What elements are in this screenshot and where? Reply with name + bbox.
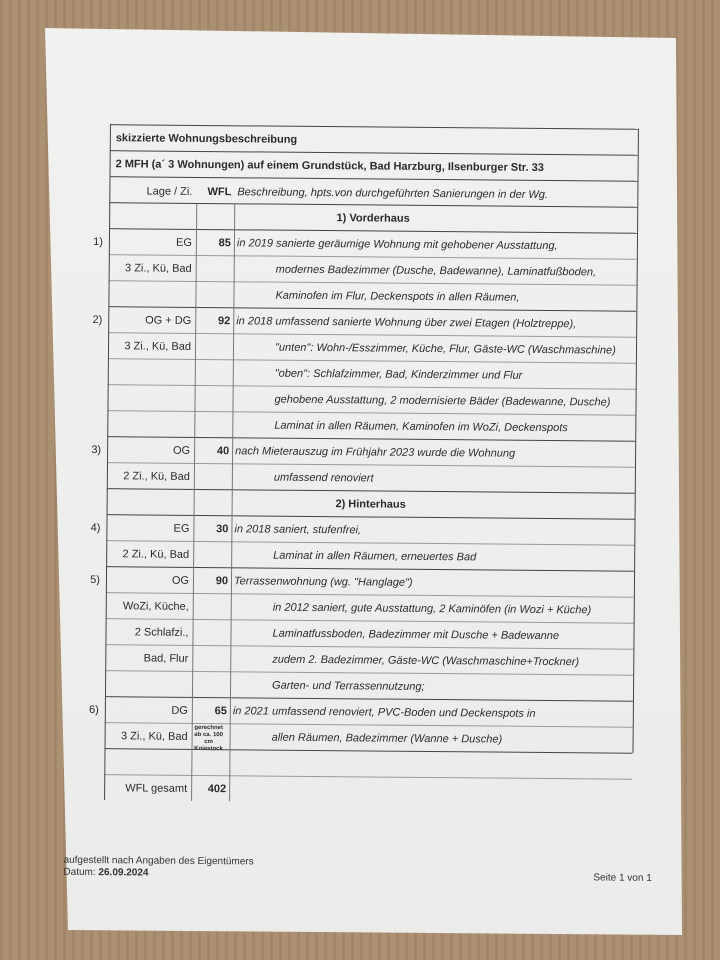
row-divider: [109, 280, 637, 286]
unit-description-line: allen Räumen, Badezimmer (Wanne + Dusche): [271, 731, 503, 746]
total-value: 402: [207, 783, 227, 796]
unit-lage: EG: [175, 236, 192, 249]
unit-lage: WoZi, Küche,: [122, 600, 189, 613]
row-divider: [105, 722, 633, 728]
unit-lage: EG: [173, 522, 190, 535]
row-divider: [109, 228, 637, 234]
unit-lage: 2 Schlafzi.,: [134, 626, 189, 639]
footer-date-label: Datum:: [63, 866, 96, 879]
unit-description-line: zudem 2. Badezimmer, Gäste-WC (Waschmaschine+Trockner): [272, 653, 580, 669]
unit-number: 4): [90, 522, 101, 535]
unit-description-line: in 2019 sanierte geräumige Wohnung mit gehobener Ausstattung,: [236, 237, 558, 253]
row-divider: [108, 306, 636, 312]
row-divider: [104, 774, 632, 780]
row-divider: [107, 462, 635, 468]
footer-note: [63, 855, 253, 881]
unit-description-line: in 2021 umfassend renoviert, PVC-Boden und Deckenspots in: [232, 705, 536, 720]
unit-lage: OG + DG: [145, 314, 192, 327]
wfl-note-line: ab ca. 100: [194, 731, 224, 739]
row-divider: [106, 618, 634, 624]
page-number: Seite 1 von 1: [593, 872, 652, 884]
unit-wfl: 90: [215, 575, 229, 588]
unit-description-line: in 2012 saniert, gute Ausstattung, 2 Kaminöfen (in Wozi + Küche): [272, 601, 592, 617]
unit-number: 1): [93, 236, 103, 249]
row-divider: [110, 124, 638, 130]
unit-description-line: Kaminofen im Flur, Deckenspots in allen Räumen,: [275, 289, 520, 304]
unit-description-line: "oben": Schlafzimmer, Bad, Kinderzimmer und Flur: [274, 367, 523, 382]
unit-wfl: 85: [218, 237, 231, 250]
row-divider: [108, 358, 636, 364]
unit-wfl: 65: [214, 705, 227, 718]
unit-number: 2): [92, 314, 103, 327]
unit-description-line: gehobene Ausstattung, 2 modernisierte Bäder (Badewanne, Dusche): [274, 393, 611, 409]
unit-lage: OG: [171, 574, 190, 587]
unit-description-line: in 2018 saniert, stufenfrei,: [234, 523, 362, 537]
row-divider: [108, 332, 636, 338]
unit-description-line: Laminatfussboden, Badezimmer mit Dusche + Badewanne: [272, 627, 560, 643]
unit-number: 5): [90, 574, 101, 587]
footer-line: aufgestellt nach Angaben des Eigentümers: [63, 854, 254, 868]
row-divider: [106, 592, 634, 598]
row-divider: [108, 384, 636, 390]
row-divider: [106, 566, 634, 572]
wfl-note-line: cm: [204, 739, 213, 746]
row-divider: [109, 176, 637, 182]
col-header-beschreibung: Beschreibung, hpts.von durchgeführten Sanierungen in der Wg.: [237, 186, 549, 201]
row-divider: [105, 748, 633, 754]
unit-description-line: Laminat in allen Räumen, erneuertes Bad: [273, 549, 477, 564]
unit-lage: 2 Zi., Kü, Bad: [123, 470, 190, 483]
footer-date-line: [63, 867, 253, 881]
row-divider: [107, 514, 635, 520]
row-divider: [107, 410, 635, 416]
unit-lage: 3 Zi., Kü, Bad: [124, 262, 192, 275]
row-divider: [107, 488, 635, 494]
wfl-note-line: gerechnet: [194, 724, 224, 732]
row-divider: [109, 254, 637, 260]
row-divider: [106, 540, 634, 546]
unit-description-line: nach Mieterauszug im Frühjahr 2023 wurde die Wohnung: [235, 445, 516, 460]
col-header-lage: Lage / Zi.: [146, 185, 193, 198]
unit-description-line: in 2018 umfassend sanierte Wohnung über zwei Etagen (Holztreppe),: [236, 315, 577, 331]
col-header-wfl: WFL: [207, 186, 232, 199]
unit-lage: OG: [172, 444, 191, 457]
total-label: WFL gesamt: [125, 782, 188, 795]
unit-number: 6): [89, 704, 99, 717]
footer-date: 26.09.2024: [98, 867, 149, 879]
row-divider: [105, 670, 633, 676]
unit-lage: 3 Zi., Kü, Bad: [124, 340, 192, 353]
unit-lage: 3 Zi., Kü, Bad: [120, 730, 188, 743]
unit-description-line: Terrassenwohnung (wg. "Hanglage"): [233, 575, 413, 589]
unit-description-line: Laminat in allen Räumen, Kaminofen im WoZi, Deckenspots: [274, 419, 568, 435]
apartment-table: [89, 124, 638, 805]
section-header: 2) Hinterhaus: [335, 498, 406, 511]
doc-subtitle: 2 MFH (a´ 3 Wohnungen) auf einem Grundstück, Bad Harzburg, Ilsenburger Str. 33: [115, 158, 544, 174]
row-divider: [109, 202, 637, 208]
unit-wfl: 92: [217, 315, 231, 328]
unit-wfl: 40: [216, 445, 230, 458]
row-divider: [105, 644, 633, 650]
unit-description-line: "unten": Wohn-/Esszimmer, Küche, Flur, Gäste-WC (Waschmaschine): [274, 341, 616, 357]
section-header: 1) Vorderhaus: [336, 212, 410, 225]
unit-wfl: 30: [216, 523, 229, 536]
row-divider: [110, 150, 638, 156]
doc-title: skizzierte Wohnungsbeschreibung: [115, 132, 298, 146]
unit-description-line: umfassend renoviert: [273, 471, 374, 485]
unit-lage: Bad, Flur: [143, 652, 189, 665]
unit-number: 3): [91, 444, 102, 457]
unit-description-line: Garten- und Terrassennutzung;: [272, 679, 425, 693]
row-divider: [105, 696, 633, 702]
unit-lage: 2 Zi., Kü, Bad: [122, 548, 190, 561]
unit-lage: DG: [171, 704, 188, 717]
unit-description-line: modernes Badezimmer (Dusche, Badewanne), Laminatfußboden,: [275, 263, 597, 279]
row-divider: [107, 436, 635, 442]
document: [63, 120, 682, 905]
